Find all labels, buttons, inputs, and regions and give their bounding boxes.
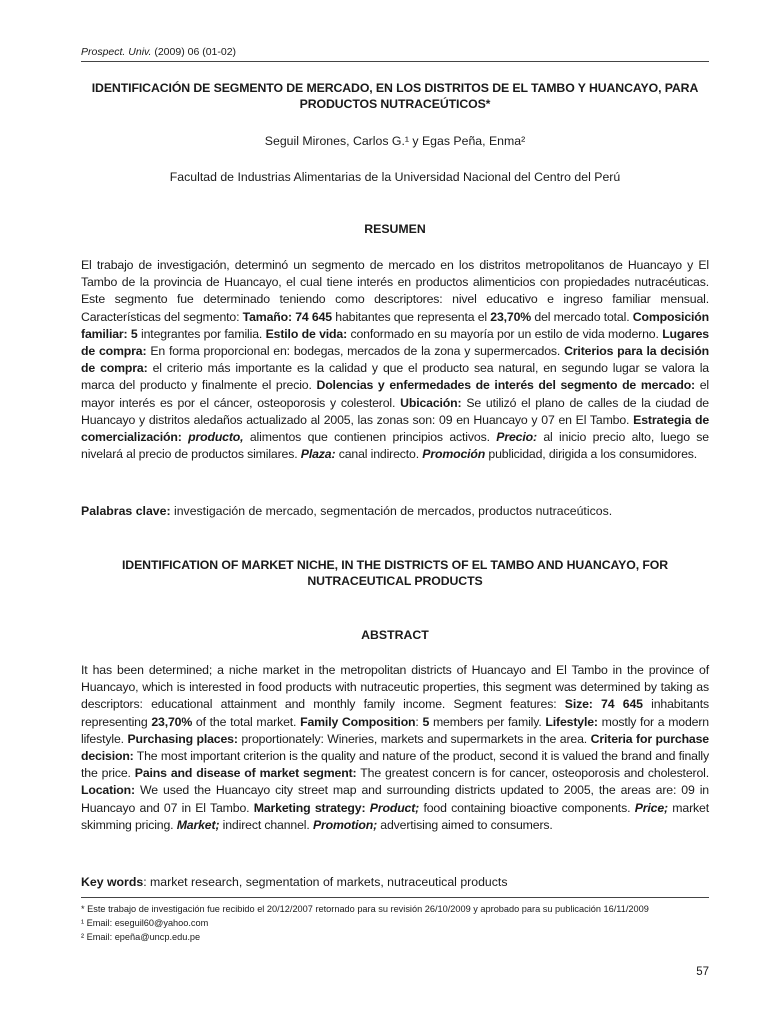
journal-header <box>81 46 709 62</box>
footnote-email-1: ¹ Email: eseguil60@yahoo.com <box>81 918 209 928</box>
palabras-clave-text: investigación de mercado, segmentación de mercados, productos nutraceúticos. <box>170 504 613 518</box>
key-words <box>81 875 709 889</box>
key-words-label: Key words <box>81 875 144 889</box>
journal-issue: (2009) 06 (01-02) <box>151 46 237 58</box>
resumen-heading: RESUMEN <box>364 222 426 236</box>
journal-name: Prospect. Univ. <box>81 46 152 58</box>
footnote-received: * Este trabajo de investigación fue recibido el 20/12/2007 retornado para su revisión 26/10/2009 y aprobado para su publicación 16/11/2009 <box>81 904 649 914</box>
abstract-heading: ABSTRACT <box>361 628 429 642</box>
authors: Seguil Mirones, Carlos G.¹ y Egas Peña, Enma² <box>264 134 526 148</box>
english-title: IDENTIFICATION OF MARKET NICHE, IN THE DISTRICTS OF EL TAMBO AND HUANCAYO, FOR NUTRACEUTICAL PRODUCTS <box>121 558 668 588</box>
palabras-clave <box>81 504 709 518</box>
resumen-body: El trabajo de investigación, determinó un segmento de mercado en los distritos metropolitanos de Huancayo y El Tambo de la provincia de Huancayo, el cual tiene interés en productos alimenticios con propiedades nutracéuticas. Este segmento fue determinado teniendo como descriptores: nivel educativo e ingreso familiar mensual. Características del segmento: Tamaño: 74 645 habitantes que representa el 23,70% del mercado total. Composición familiar: 5 integrantes por familia. Estilo de vida: conformado en su mayoría por un estilo de vida moderno. Lugares de compra: En forma proporcional en: bodegas, mercados de la zona y supermercados. Criterios para la decisión de compra: el criterio más importante es la calidad y que el producto sea natural, en segundo lugar se valora la marca del producto y finalmente el precio. Dolencias y enfermedades de interés del segmento de mercado: el mayor interés es por el cáncer, osteoporosis y colesterol. Ubicación: Se utilizó el plano de calles de la ciudad de Huancayo y distritos aledaños actualizado al 2005, las zonas son: 09 en Huancayo y 07 en El Tambo. Estrategia de comercialización: producto, alimentos que contienen principios activos. Precio: al inicio precio alto, luego se nivelará al precio de productos similares. Plaza: canal indirecto. Promoción publicidad, dirigida a los consumidores. <box>81 258 710 462</box>
affiliation: Facultad de Industrias Alimentarias de la Universidad Nacional del Centro del Perú <box>169 170 621 184</box>
footnote-email-2: ² Email: epeña@uncp.edu.pe <box>81 932 201 942</box>
footnote-divider <box>81 897 709 898</box>
spanish-title: IDENTIFICACIÓN DE SEGMENTO DE MERCADO, EN LOS DISTRITOS DE EL TAMBO Y HUANCAYO, PARA PRODUCTOS NUTRACEÚTICOS* <box>91 81 699 111</box>
page-number: 57 <box>696 966 709 978</box>
abstract-body: It has been determined; a niche market in the metropolitan districts of Huancayo and El Tambo in the province of Huancayo, which is interested in food products with nutraceutic properties, this segment was determined by taking as descriptors: educational attainment and monthly family income. Segment features: Size: 74 645 inhabitants representing 23,70% of the total market. Family Composition: 5 members per family. Lifestyle: mostly for a modern lifestyle. Purchasing places: proportionately: Wineries, markets and supermarkets in the area. Criteria for purchase decision: The most important criterion is the quality and nature of the product, second it is valued the brand and finally the price. Pains and disease of market segment: The greatest concern is for cancer, osteoporosis and cholesterol. Location: We used the Huancayo city street map and surrounding districts updated to 2005, the areas are: 09 in Huancayo and 07 in El Tambo. Marketing strategy: Product; food containing bioactive components. Price; market skimming pricing. Market; indirect channel. Promotion; advertising aimed to consumers. <box>81 663 709 832</box>
palabras-clave-label: Palabras clave: <box>81 504 171 518</box>
key-words-text: : market research, segmentation of markets, nutraceutical products <box>143 875 508 889</box>
